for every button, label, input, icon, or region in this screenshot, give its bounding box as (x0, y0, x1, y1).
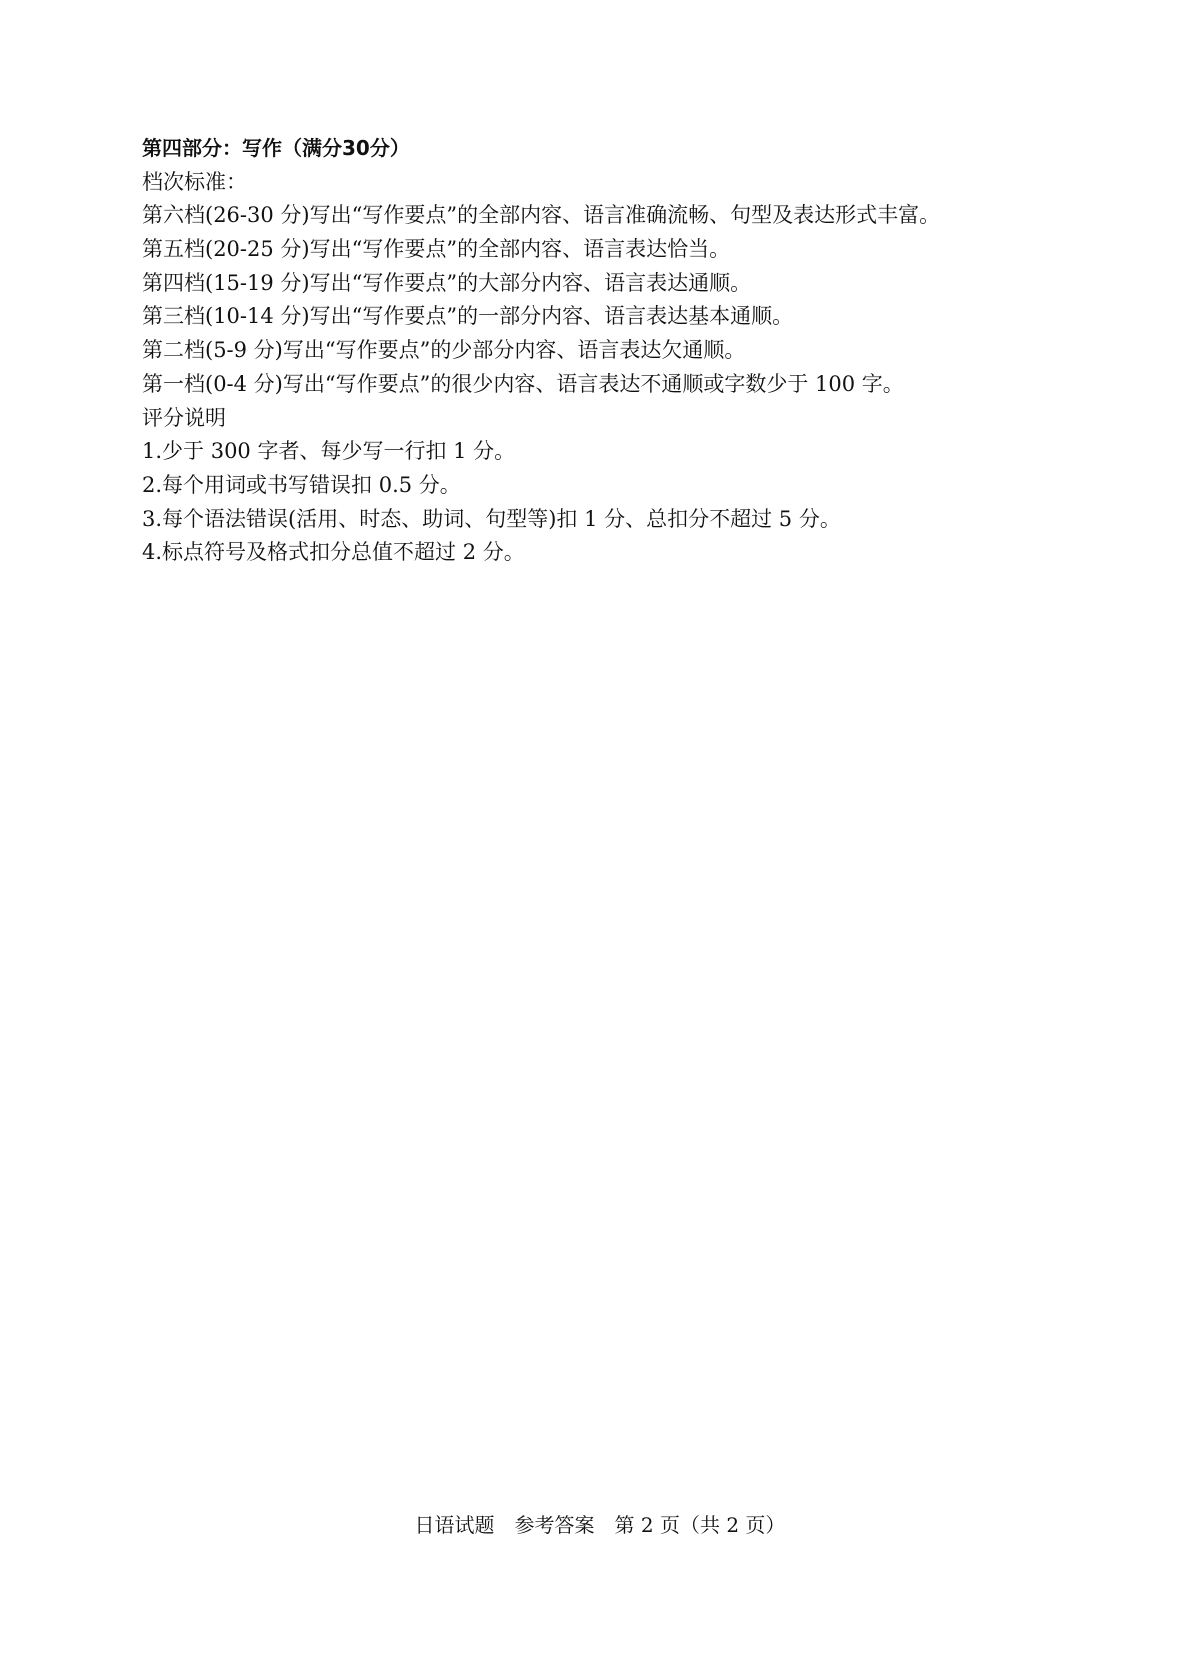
grade-level-6: 第六档(26-30 分)写出“写作要点”的全部内容、语言准确流畅、句型及表达形式丰富。 (142, 203, 941, 228)
scoring-notes-label: 评分说明 (142, 405, 226, 430)
page-footer: 日语试题 参考答案 第 2 页（共 2 页） (414, 1513, 786, 1537)
answer-key-content (142, 132, 1102, 570)
scoring-note-3: 3.每个语法错误(活用、时态、助词、句型等)扣 1 分、总扣分不超过 5 分。 (142, 506, 841, 531)
scoring-note-1: 1.少于 300 字者、每少写一行扣 1 分。 (142, 439, 516, 464)
grade-level-3: 第三档(10-14 分)写出“写作要点”的一部分内容、语言表达基本通顺。 (142, 304, 794, 329)
section-title: 第四部分：写作（满分30分） (142, 136, 410, 160)
scoring-note-4: 4.标点符号及格式扣分总值不超过 2 分。 (142, 540, 525, 565)
grade-level-1: 第一档(0-4 分)写出“写作要点”的很少内容、语言表达不通顺或字数少于 100 字。 (142, 371, 904, 396)
grade-level-4: 第四档(15-19 分)写出“写作要点”的大部分内容、语言表达通顺。 (142, 270, 752, 295)
grade-level-2: 第二档(5-9 分)写出“写作要点”的少部分内容、语言表达欠通顺。 (142, 338, 746, 363)
scoring-note-2: 2.每个用词或书写错误扣 0.5 分。 (142, 472, 461, 497)
grade-level-5: 第五档(20-25 分)写出“写作要点”的全部内容、语言表达恰当。 (142, 237, 731, 262)
grading-standard-label: 档次标准： (142, 169, 247, 194)
